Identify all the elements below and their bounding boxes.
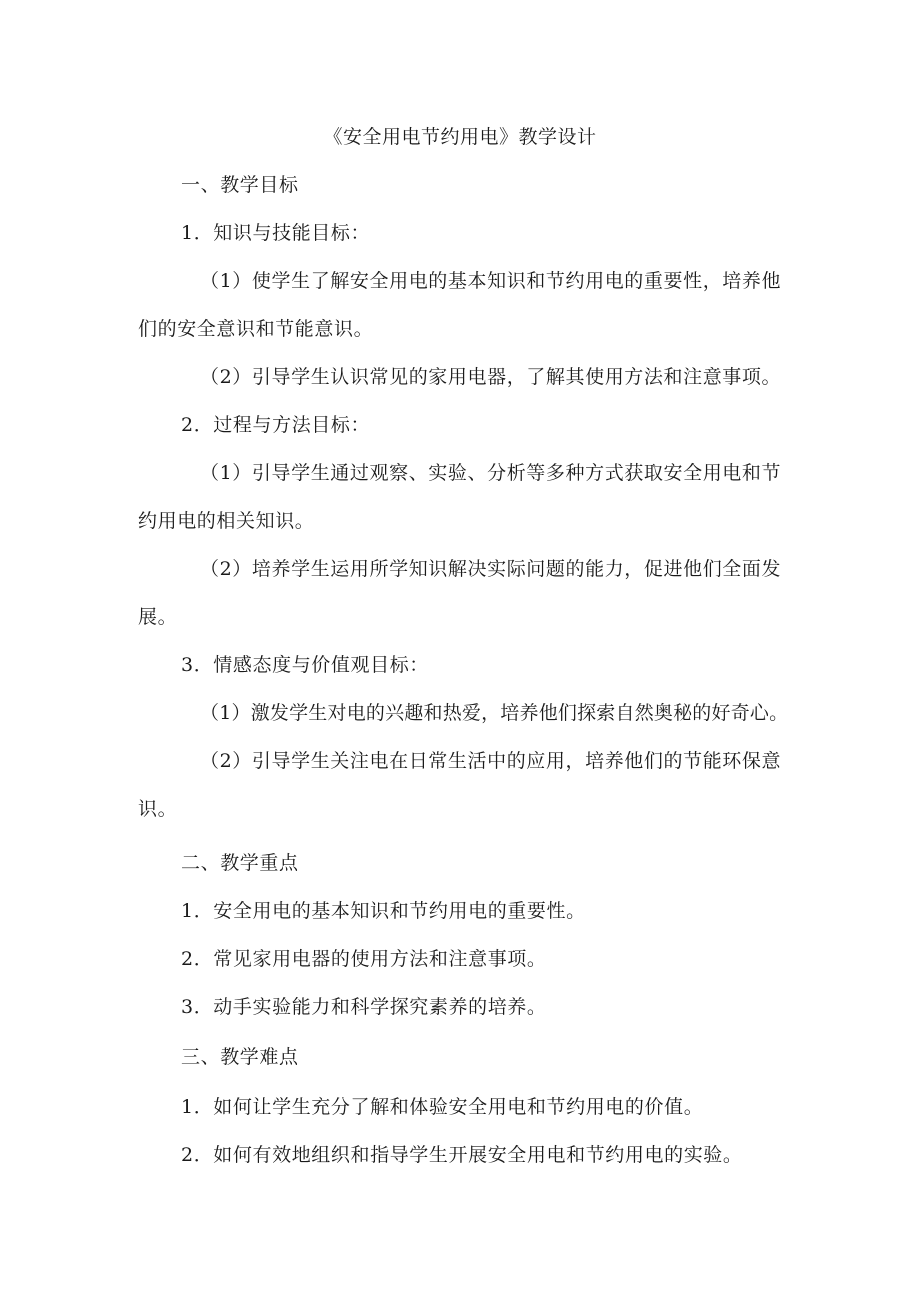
subheading-process-method: 2．过程与方法目标： bbox=[181, 414, 371, 436]
list-item: 2．如何有效地组织和指导学生开展安全用电和节约用电的实验。 bbox=[181, 1144, 743, 1166]
paragraph-line: 展。 bbox=[138, 606, 178, 628]
subheading-emotion-values: 3．情感态度与价值观目标： bbox=[181, 654, 429, 676]
paragraph-line: （2）引导学生认识常见的家用电器，了解其使用方法和注意事项。 bbox=[200, 366, 782, 388]
section-heading-difficulties: 三、教学难点 bbox=[181, 1046, 299, 1068]
paragraph-line: （1）使学生了解安全用电的基本知识和节约用电的重要性，培养他 bbox=[200, 270, 782, 292]
list-item: 3．动手实验能力和科学探究素养的培养。 bbox=[181, 996, 547, 1018]
subheading-knowledge-skills: 1．知识与技能目标： bbox=[181, 222, 371, 244]
document-title: 《安全用电节约用电》教学设计 bbox=[323, 126, 597, 148]
paragraph-line: （1）激发学生对电的兴趣和热爱，培养他们探索自然奥秘的好奇心。 bbox=[200, 702, 789, 724]
list-item: 1．如何让学生充分了解和体验安全用电和节约用电的价值。 bbox=[181, 1096, 704, 1118]
paragraph-line: （1）引导学生通过观察、实验、分析等多种方式获取安全用电和节 bbox=[200, 462, 782, 484]
paragraph-line: 们的安全意识和节能意识。 bbox=[138, 318, 374, 340]
paragraph-line: （2）培养学生运用所学知识解决实际问题的能力，促进他们全面发 bbox=[200, 558, 782, 580]
list-item: 1．安全用电的基本知识和节约用电的重要性。 bbox=[181, 900, 586, 922]
section-heading-key-points: 二、教学重点 bbox=[181, 852, 299, 874]
paragraph-line: （2）引导学生关注电在日常生活中的应用，培养他们的节能环保意 bbox=[200, 750, 782, 772]
paragraph-line: 识。 bbox=[138, 798, 178, 820]
paragraph-line: 约用电的相关知识。 bbox=[138, 510, 315, 532]
section-heading-objectives: 一、教学目标 bbox=[181, 174, 299, 196]
list-item: 2．常见家用电器的使用方法和注意事项。 bbox=[181, 948, 547, 970]
